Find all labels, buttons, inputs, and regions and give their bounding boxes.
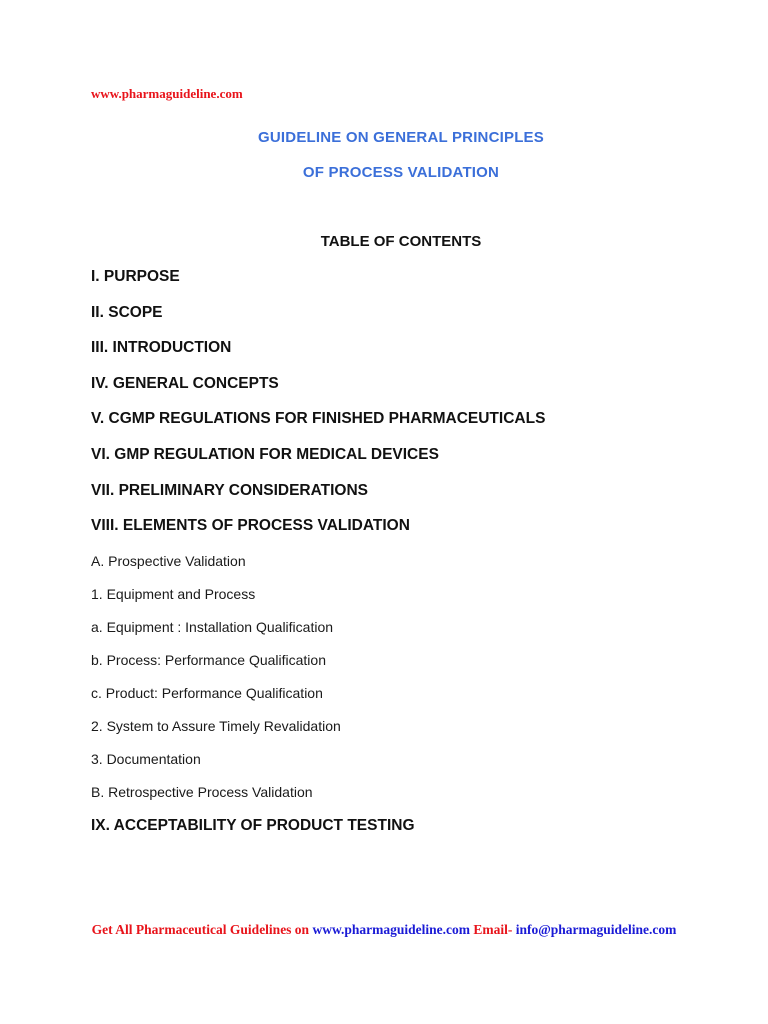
toc-subitem: 2. System to Assure Timely Revalidation: [91, 718, 341, 734]
toc-subitem: 1. Equipment and Process: [91, 586, 256, 602]
footer-site-link[interactable]: www.pharmaguideline.com: [312, 922, 470, 937]
toc-item: IV. GENERAL CONCEPTS: [91, 375, 279, 392]
toc-item: IX. ACCEPTABILITY OF PRODUCT TESTING: [91, 817, 415, 834]
toc-item: VII. PRELIMINARY CONSIDERATIONS: [91, 482, 369, 499]
toc-subitem: A. Prospective Validation: [91, 553, 246, 569]
toc-subitem: a. Equipment : Installation Qualification: [91, 619, 334, 635]
footer-email-label: Email-: [469, 922, 516, 937]
toc-subitem: 3. Documentation: [91, 751, 201, 767]
toc-item: VIII. ELEMENTS OF PROCESS VALIDATION: [91, 517, 410, 534]
header-site-url[interactable]: www.pharmaguideline.com: [91, 86, 243, 101]
toc-subitem: B. Retrospective Process Validation: [91, 784, 313, 800]
toc-item: II. SCOPE: [91, 304, 163, 321]
toc-item: I. PURPOSE: [91, 268, 180, 285]
toc-item: VI. GMP REGULATION FOR MEDICAL DEVICES: [91, 446, 439, 463]
toc-subitem: c. Product: Performance Qualification: [91, 685, 323, 701]
toc-heading: TABLE OF CONTENTS: [320, 233, 482, 250]
toc-item: III. INTRODUCTION: [91, 339, 232, 356]
footer-email-link[interactable]: info@pharmaguideline.com: [515, 922, 677, 937]
footer: [0, 922, 768, 938]
document-title-line-2: OF PROCESS VALIDATION: [302, 164, 500, 181]
document-title-line-1: GUIDELINE ON GENERAL PRINCIPLES: [258, 129, 544, 146]
toc-item: V. CGMP REGULATIONS FOR FINISHED PHARMACEUTICALS: [91, 410, 546, 427]
toc-subitem: b. Process: Performance Qualification: [91, 652, 326, 668]
footer-lead-text: Get All Pharmaceutical Guidelines on: [91, 922, 313, 937]
